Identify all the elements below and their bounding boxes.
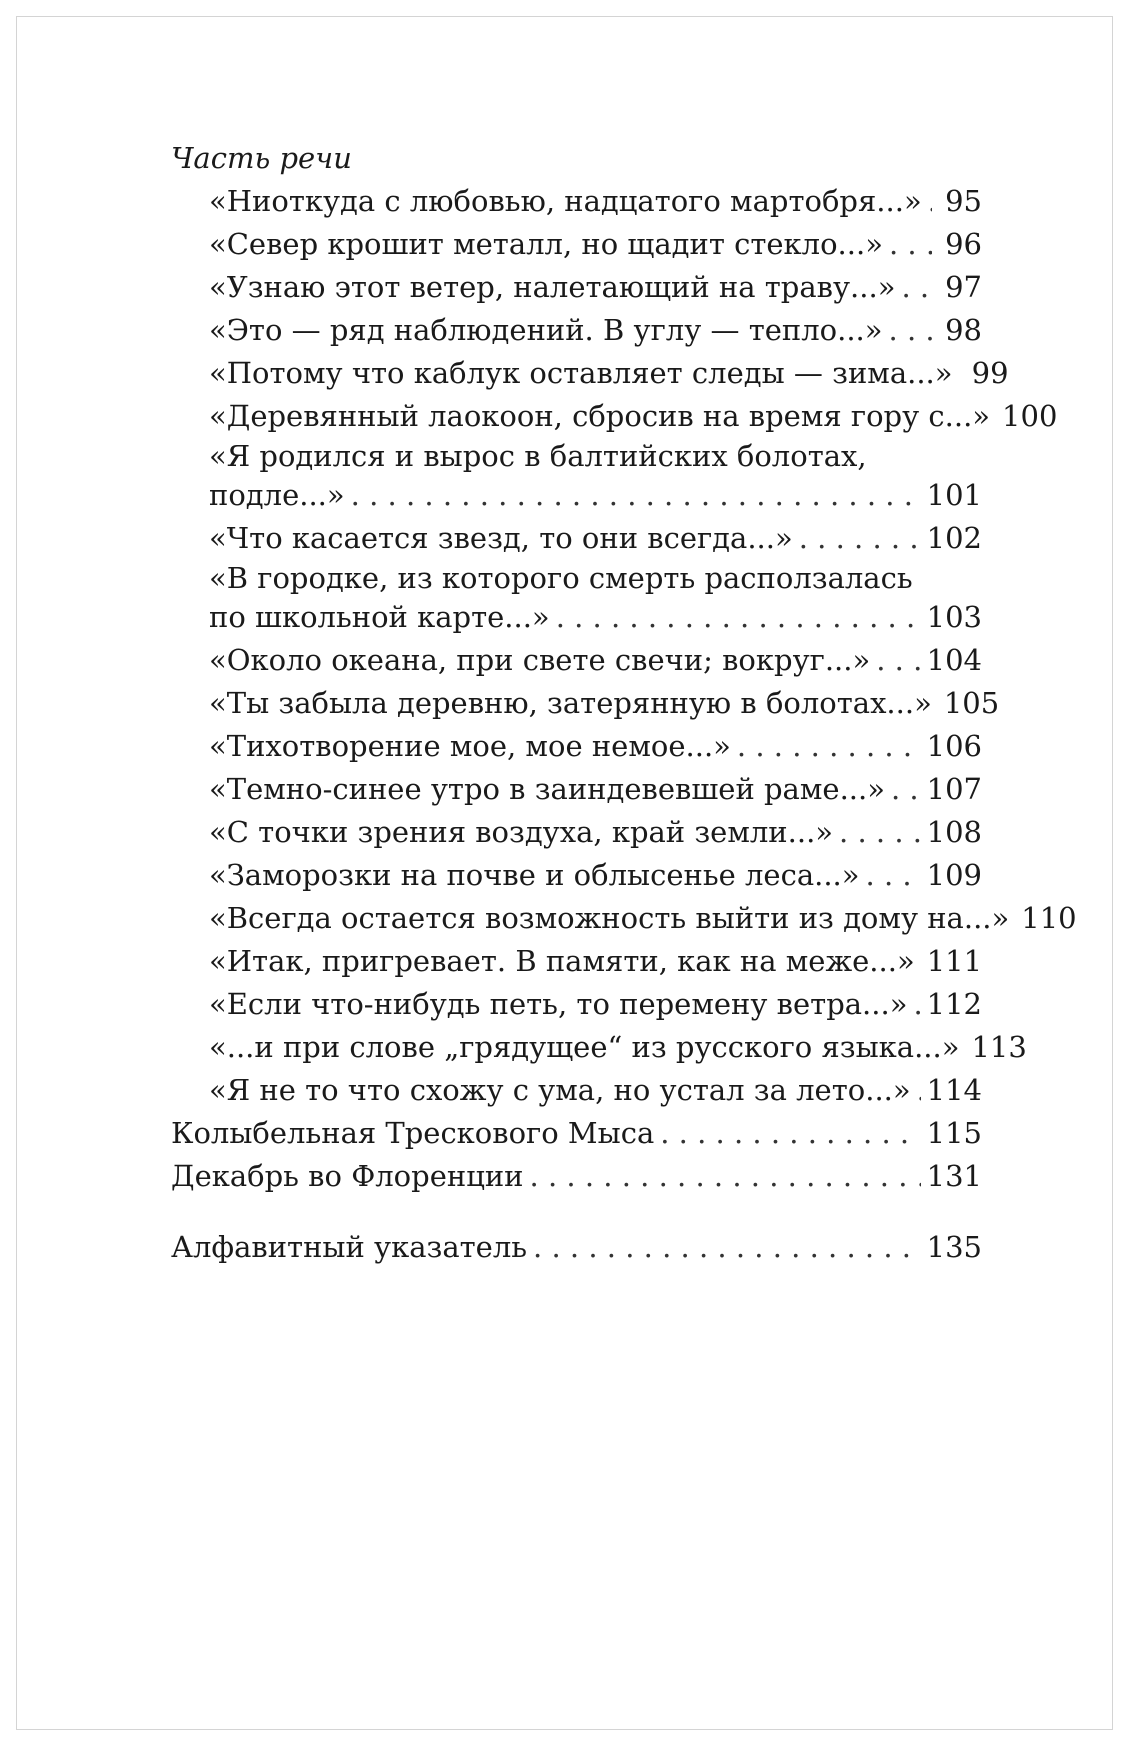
- toc-entry[interactable]: [171, 266, 982, 309]
- entry-page: 114: [926, 1073, 982, 1107]
- toc-entry[interactable]: [171, 1026, 1027, 1069]
- entry-page: 105: [943, 686, 1000, 720]
- dot-leader: [351, 474, 921, 517]
- toc-entry[interactable]: [171, 309, 982, 352]
- entry-page: 100: [1002, 399, 1058, 433]
- toc-entry[interactable]: [171, 223, 982, 266]
- toc-index-entry[interactable]: [171, 1226, 982, 1269]
- toc-entry[interactable]: [171, 768, 982, 811]
- dot-leader: [901, 266, 932, 309]
- toc-main-entry[interactable]: [171, 1155, 982, 1198]
- entry-title: Колыбельная Трескового Мыса: [171, 1116, 655, 1150]
- toc-entry[interactable]: [171, 854, 982, 897]
- entry-title: «...и при слове „грядущее“ из русского языка...»: [209, 1030, 960, 1064]
- dot-leader: [799, 517, 921, 560]
- toc-entry[interactable]: [171, 1069, 982, 1112]
- entry-title: «Тихотворение мое, мое немое...»: [209, 729, 731, 763]
- entry-title: «Что касается звезд, то они всегда...»: [209, 521, 793, 555]
- entry-title: «Узнаю этот ветер, налетающий на траву...»: [209, 270, 896, 304]
- entry-title: «Около океана, при свете свечи; вокруг...»: [209, 643, 871, 677]
- dot-leader: [876, 639, 920, 682]
- entry-title: «С точки зрения воздуха, край земли...»: [209, 815, 834, 849]
- toc-entry[interactable]: [171, 897, 1077, 940]
- entry-title: «Если что-нибудь петь, то перемену ветра...»: [209, 987, 908, 1021]
- toc-main-entry[interactable]: [171, 1112, 982, 1155]
- entry-title: «Север крошит металл, но щадит стекло...»: [209, 227, 883, 261]
- entry-page: 106: [926, 729, 982, 763]
- dot-leader: [737, 725, 921, 768]
- entry-title: «Ты забыла деревню, затерянную в болотах...»: [209, 686, 932, 720]
- dot-leader: [913, 983, 920, 1026]
- entry-title: Декабрь во Флоренции: [171, 1159, 524, 1193]
- toc-entry[interactable]: [171, 180, 982, 223]
- dot-leader: [533, 1226, 921, 1269]
- dot-leader: [891, 768, 921, 811]
- toc-entry[interactable]: [171, 983, 982, 1026]
- entry-title: «Заморозки на почве и облысенье леса...»: [209, 858, 860, 892]
- dot-leader: [660, 1112, 920, 1155]
- entry-page: 115: [926, 1116, 982, 1150]
- entry-page: 113: [971, 1030, 1027, 1064]
- entry-page: 104: [926, 643, 982, 677]
- toc-entry-first-line[interactable]: [171, 560, 982, 596]
- entry-title: «Потому что каблук оставляет следы — зима...»: [209, 356, 953, 390]
- entry-title: «Деревянный лаокоон, сбросив на время гору с...»: [209, 399, 991, 433]
- entry-page: 101: [926, 478, 982, 512]
- toc-entry[interactable]: [171, 811, 982, 854]
- toc-entry[interactable]: [171, 725, 982, 768]
- toc-entry[interactable]: [171, 395, 1058, 438]
- dot-leader: [889, 223, 932, 266]
- entry-page: 97: [945, 270, 982, 304]
- entry-title: «Я не то что схожу с ума, но устал за лето...»: [209, 1073, 911, 1107]
- toc-entry[interactable]: [171, 517, 982, 560]
- entry-title: «Ниоткуда с любовью, надцатого мартобря...»: [209, 184, 922, 218]
- entry-page: 103: [926, 600, 982, 634]
- entry-title: «Это — ряд наблюдений. В углу — тепло...»: [209, 313, 883, 347]
- entry-title: «Итак, пригревает. В памяти, как на меже...»: [209, 944, 915, 978]
- entry-page: 109: [926, 858, 982, 892]
- entry-page: 111: [926, 944, 983, 978]
- dot-leader: [530, 1155, 921, 1198]
- toc-entry-last-line[interactable]: [171, 474, 982, 517]
- entry-page: 108: [926, 815, 982, 849]
- entry-title: «Всегда остается возможность выйти из дому на...»: [209, 901, 1010, 935]
- entry-page: 102: [926, 521, 982, 555]
- dot-leader: [866, 854, 921, 897]
- entry-page: 96: [945, 227, 982, 261]
- entry-title-line2: по школьной карте...»: [209, 600, 550, 634]
- toc-entry-last-line[interactable]: [171, 596, 982, 639]
- dot-leader: [928, 180, 932, 223]
- toc-entry[interactable]: [171, 352, 1009, 395]
- entry-title-line1: «Я родился и вырос в балтийских болотах,: [209, 439, 867, 473]
- toc-entry-first-line[interactable]: [171, 438, 982, 474]
- dot-leader: [917, 1069, 921, 1112]
- entry-page: 98: [945, 313, 982, 347]
- section-title: Часть речи: [171, 141, 352, 175]
- toc-entry[interactable]: [171, 940, 982, 983]
- table-of-contents: [171, 137, 1077, 1269]
- entry-page: 135: [926, 1230, 982, 1264]
- spacer: [171, 1198, 982, 1226]
- entry-title: Алфавитный указатель: [171, 1230, 528, 1264]
- dot-leader: [839, 811, 921, 854]
- entry-page: 131: [926, 1159, 982, 1193]
- entry-title: «Темно-синее утро в заиндевевшей раме...»: [209, 772, 885, 806]
- entry-page: 112: [926, 987, 982, 1021]
- toc-entry[interactable]: [171, 682, 1000, 725]
- entry-page: 95: [945, 184, 982, 218]
- dot-leader: [556, 596, 921, 639]
- dot-leader: [889, 309, 932, 352]
- entry-page: 107: [926, 772, 982, 806]
- entry-page: 110: [1021, 901, 1077, 935]
- entry-title-line1: «В городке, из которого смерть расползалась: [209, 561, 913, 595]
- entry-page: 99: [971, 356, 1009, 390]
- toc-entry[interactable]: [171, 639, 982, 682]
- entry-title-line2: подле...»: [209, 478, 345, 512]
